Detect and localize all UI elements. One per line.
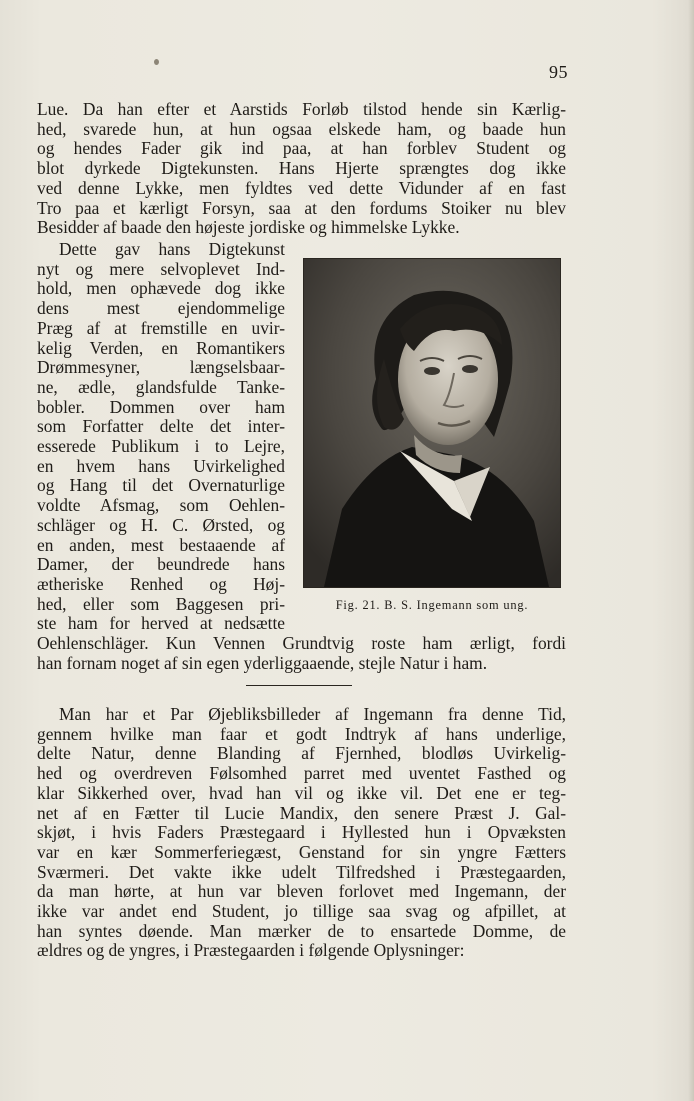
text-line: ved denne Lykke, men fyldtes ved dette Vidunder af en fast [37, 177, 566, 198]
text-line: var en kær Sommerferiegæst, Genstand for sin yngre Fætters [37, 841, 566, 862]
text-line: Tro paa et kærligt Forsyn, saa at den fordums Stoiker nu blev [37, 197, 566, 218]
text-line: og Hang til det Overnaturlige [37, 475, 285, 496]
text-line: blot dyrkede Digtekunsten. Hans Hjerte sprængtes dog ikke [37, 158, 566, 179]
text-line: Drømmesyner, længselsbaar- [37, 357, 285, 378]
text-line: Oehlenschläger. Kun Vennen Grundtvig roste ham ærligt, fordi [37, 633, 566, 654]
text-line: Sværmeri. Det vakte ikke udelt Tilfredshed i Præstegaarden, [37, 861, 566, 882]
text-line: han syntes døende. Man mærker de to ensartede Domme, de [37, 920, 566, 941]
text-line: voldte Afsmag, som Oehlen- [37, 495, 285, 516]
text-line: ste ham for herved at nedsætte [37, 613, 285, 634]
page-edge-shadow [688, 0, 694, 1101]
figure-caption: Fig. 21. B. S. Ingemann som ung. [335, 598, 529, 612]
text-line: klar Sikkerhed over, hvad han vil og ikke vil. Det ene er teg- [37, 782, 566, 803]
text-line: ikke var andet end Student, jo tillige saa svag og afpillet, at [37, 901, 566, 922]
text-line: delte Natur, denne Blanding af Fjernhed, blodløs Uvirkelig- [37, 743, 566, 764]
text-line: Besidder af baade den højeste jordiske og himmelske Lykke. [37, 217, 460, 238]
text-line: kelig Verden, en Romantikers [37, 337, 285, 358]
section-divider [246, 685, 352, 686]
text-line: hold, men ophævede dog ikke [37, 278, 285, 299]
page-number: 95 [549, 62, 568, 82]
paragraph-3 [37, 705, 566, 961]
paragraph-1 [37, 100, 566, 238]
text-line: en hvem hans Uvirkelighed [37, 455, 285, 476]
text-line: som Forfatter delte det inter- [37, 416, 285, 437]
text-line: nyt og mere selvoplevet Ind- [37, 258, 285, 279]
text-line: esserede Publikum i to Lejre, [37, 436, 285, 457]
text-line: skjøt, i hvis Faders Præstegaard i Hyllested hun i Opvæksten [37, 822, 566, 843]
text-line: og hendes Fader gik ind paa, at han forblev Student og [37, 138, 566, 159]
text-line: da man hørte, at hun var bleven forlovet med Ingemann, der [37, 881, 566, 902]
text-line: net af en Fætter til Lucie Mandix, den senere Præst J. Gal- [37, 802, 566, 823]
text-line: ældres og de yngres, i Præstegaarden i følgende Oplysninger: [37, 940, 465, 961]
text-line: gennem hvilke man faar et godt Indtryk af hans underlige, [37, 723, 566, 744]
paragraph-2-full [37, 634, 566, 673]
paper-speck [154, 59, 159, 65]
figure-21 [303, 258, 561, 613]
text-line: dens mest ejendommelige [37, 298, 285, 319]
text-line: Lue. Da han efter et Aarstids Forløb tilstod hende sin Kærlig- [37, 99, 566, 119]
text-line: Damer, der beundrede hans [37, 554, 285, 575]
text-line: schläger og H. C. Ørsted, og [37, 514, 285, 535]
text-line: hed, eller som Baggesen pri- [37, 593, 285, 614]
text-line: hed, svarede hun, at hun ogsaa elskede ham, og baade hun [37, 118, 566, 139]
text-line: bobler. Dommen over ham [37, 396, 285, 417]
text-line: Dette gav hans Digtekunst [59, 239, 285, 259]
text-line: han fornam noget af sin egen yderliggaaende, stejle Natur i ham. [37, 652, 488, 673]
text-line: Man har et Par Øjebliksbilleder af Ingemann fra denne Tid, [59, 704, 566, 724]
text-line: ætheriske Renhed og Høj- [37, 573, 285, 594]
text-line: ne, ædle, glandsfulde Tanke- [37, 376, 285, 397]
text-line: hed og overdreven Følsomhed parret med uventet Fasthed og [37, 763, 566, 784]
paragraph-2-wrapped [37, 240, 285, 634]
portrait-image [303, 258, 561, 588]
text-line: en anden, mest bestaaende af [37, 534, 285, 555]
text-line: Præg af at fremstille en uvir- [37, 317, 285, 338]
